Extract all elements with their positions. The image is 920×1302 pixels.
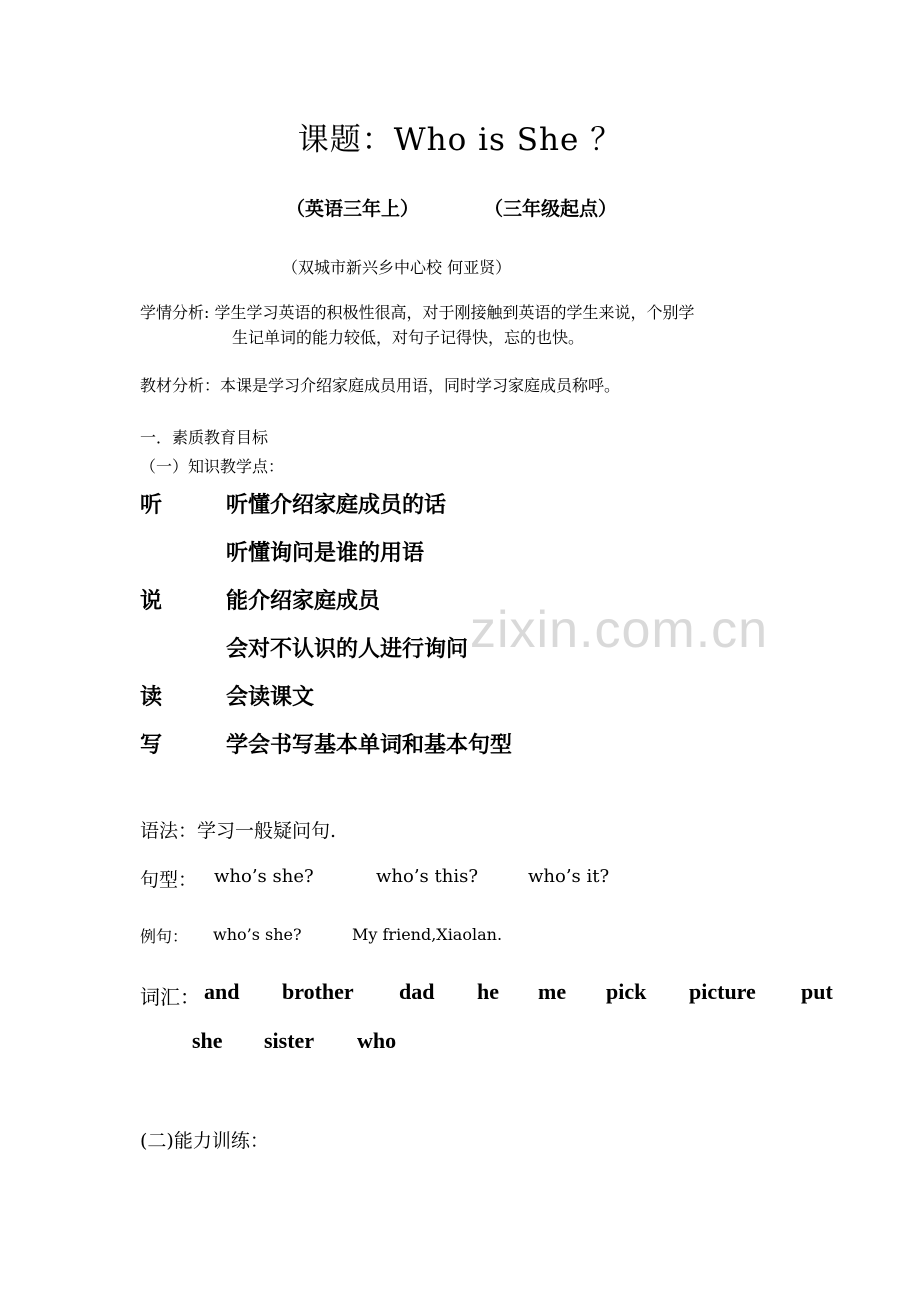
vocab-word: brother: [282, 979, 354, 1004]
learning-analysis-line1: 学情分析: 学生学习英语的积极性很高，对于刚接触到英语的学生来说，个别学: [140, 303, 695, 322]
vocab-word: picture: [689, 979, 756, 1004]
skill-item: 会读课文: [226, 685, 315, 710]
skill-item: 听懂介绍家庭成员的话: [226, 493, 447, 518]
watermark: zixin.com.cn: [470, 601, 769, 659]
sentence-pattern: who’s she?: [214, 866, 314, 887]
school-author: （双城市新兴乡中心校 何亚贤）: [282, 258, 512, 277]
section-heading-2: (二)能力训练：: [140, 1130, 269, 1152]
grammar-line: 语法：学习一般疑问句.: [140, 820, 337, 842]
vocab-label: 词汇：: [140, 985, 200, 1009]
skill-item: 学会书写基本单词和基本句型: [226, 733, 513, 758]
vocab-word: she: [192, 1028, 223, 1053]
section-subheading-knowledge: （一）知识教学点：: [140, 457, 285, 476]
skill-item: 能介绍家庭成员: [226, 589, 381, 614]
skill-item: 听懂询问是谁的用语: [226, 541, 425, 566]
section-heading-1: 一．素质教育目标: [140, 428, 269, 447]
sentence-pattern-label: 句型：: [140, 869, 198, 891]
skill-item: 会对不认识的人进行询问: [226, 637, 469, 662]
vocab-word: who: [357, 1028, 397, 1053]
vocab-word: he: [477, 979, 499, 1004]
learning-analysis-line2: 生记单词的能力较低，对句子记得快，忘的也快。: [232, 328, 585, 347]
skill-key-write: 写: [140, 733, 163, 758]
vocab-word: me: [538, 979, 567, 1004]
vocab-word: put: [801, 979, 833, 1004]
skill-key-speak: 说: [140, 589, 163, 614]
vocab-word: sister: [264, 1028, 315, 1053]
material-analysis: 教材分析：本课是学习介绍家庭成员用语，同时学习家庭成员称呼。: [140, 376, 621, 395]
example-question: who’s she?: [213, 925, 302, 944]
vocab-word: and: [204, 979, 240, 1004]
subtitle-start: （三年级起点）: [484, 198, 618, 220]
sentence-pattern: who’s this?: [376, 866, 478, 887]
skill-key-read: 读: [140, 685, 163, 710]
example-label: 例句：: [140, 927, 189, 946]
subtitle-grade: （英语三年上）: [286, 198, 420, 220]
example-answer: My friend,Xiaolan.: [352, 925, 503, 944]
skill-key-listen: 听: [140, 493, 163, 518]
vocab-word: pick: [606, 979, 647, 1004]
vocab-word: dad: [399, 979, 435, 1004]
page-title: 课题：Who is She ？: [297, 122, 623, 158]
sentence-pattern: who’s it?: [528, 866, 610, 887]
